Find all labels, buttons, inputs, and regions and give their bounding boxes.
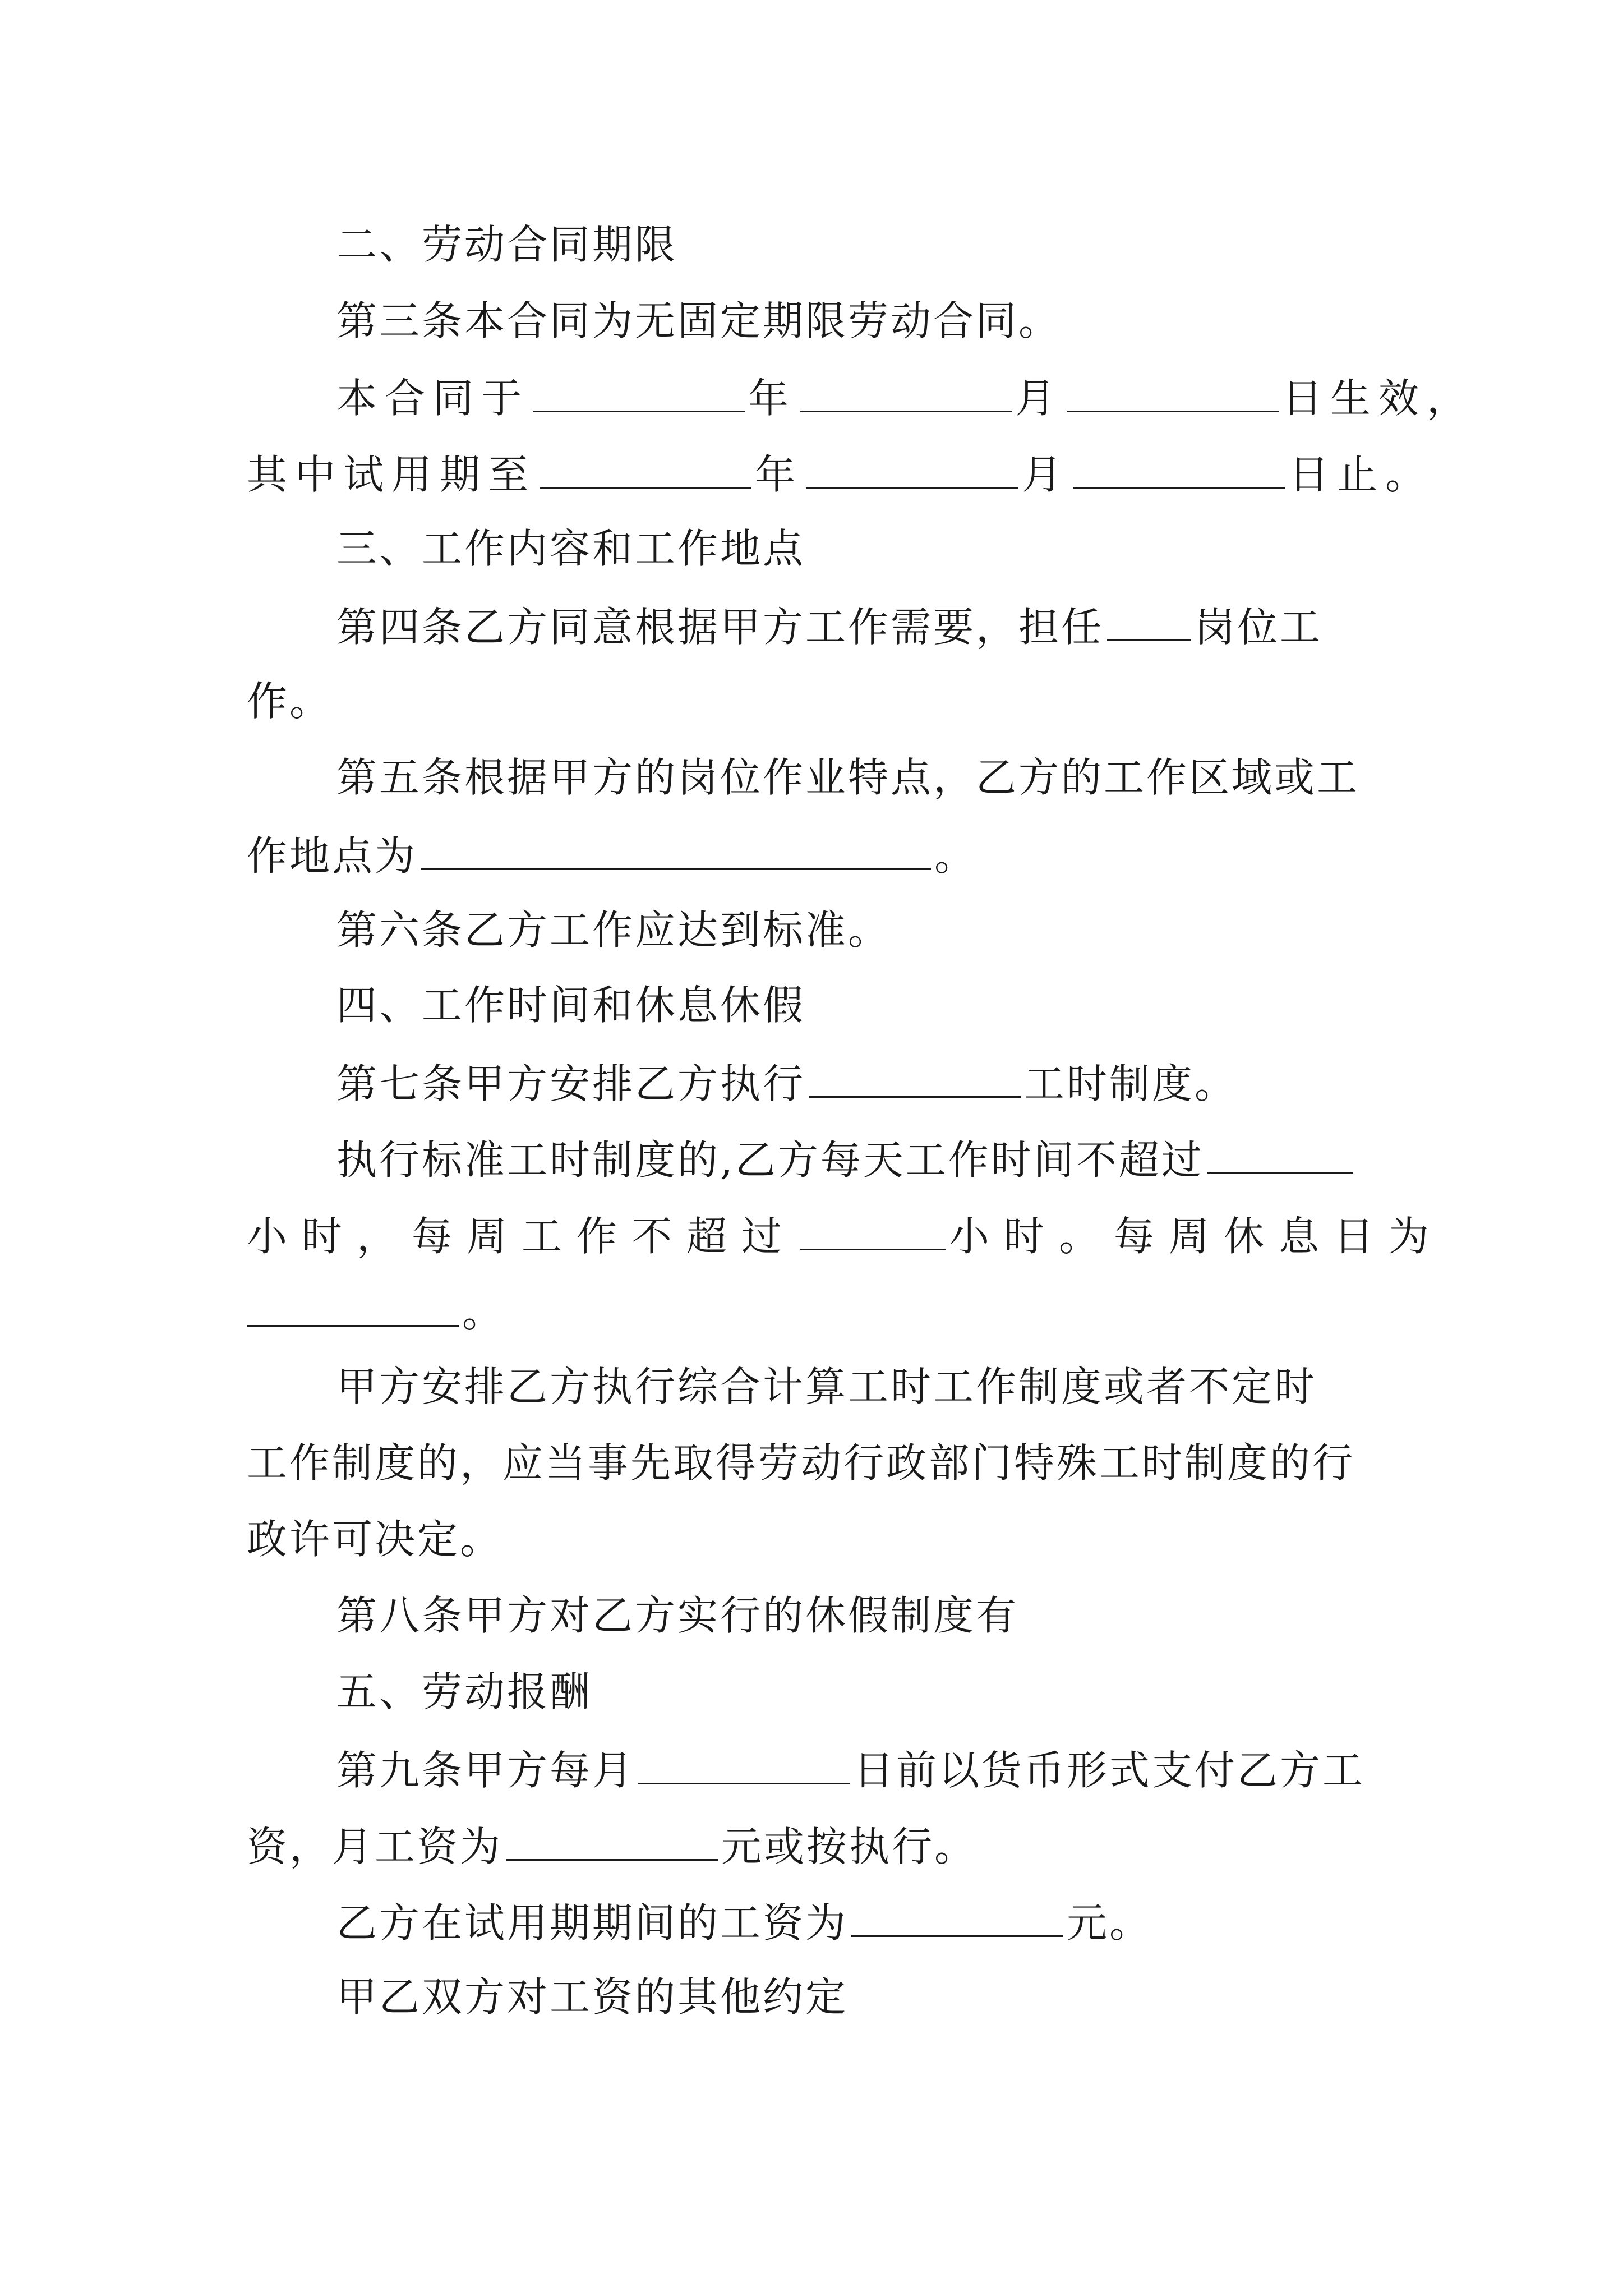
text: 本合同于: [336, 375, 530, 422]
blank-field-year[interactable]: [540, 435, 751, 489]
text: 月: [1015, 375, 1064, 422]
text: 甲乙双方对工资的其他约定: [336, 1973, 849, 2021]
blank-field-pay-day[interactable]: [638, 1731, 850, 1784]
section-heading-working-hours: [336, 968, 1481, 1042]
special-hours-paragraph: [336, 1350, 1481, 1424]
text: 四、工作时间和休息休假: [336, 982, 806, 1029]
text: 第五条根据甲方的岗位作业特点，乙方的工作区域或工: [336, 754, 1360, 801]
blank-field-probation-salary[interactable]: [851, 1884, 1063, 1937]
text: 元。: [1067, 1899, 1152, 1947]
blank-field-rest-day[interactable]: [247, 1273, 459, 1327]
special-hours-paragraph-continued: [247, 1426, 1391, 1500]
clause-9-continued: [247, 1807, 1391, 1881]
text: 元或按执行。: [721, 1823, 978, 1870]
blank-field-daily-hours[interactable]: [1207, 1121, 1353, 1174]
probation-salary-line: [336, 1884, 1481, 1958]
clause-7: [336, 1045, 1481, 1119]
text: 。: [934, 832, 978, 880]
blank-field-work-location[interactable]: [421, 817, 931, 870]
text: 第四条乙方同意根据甲方工作需要，担任: [336, 604, 1104, 651]
text: 政许可决定。: [247, 1516, 503, 1563]
text: 月: [1022, 451, 1071, 498]
clause-5: [336, 740, 1481, 815]
text: 日止。: [1289, 451, 1434, 498]
special-hours-paragraph-end: [247, 1502, 1391, 1576]
probation-date-line: [247, 435, 1434, 509]
weekly-hours-line: [247, 1197, 1444, 1271]
clause-3: [336, 284, 1481, 358]
text: 乙方在试用期期间的工资为: [336, 1899, 849, 1947]
text: 第九条甲方每月: [336, 1747, 635, 1794]
text: 年: [748, 375, 797, 422]
clause-6: [336, 893, 1481, 967]
text: 五、劳动报酬: [336, 1668, 593, 1715]
text: 岗位工: [1195, 604, 1323, 651]
blank-field-month[interactable]: [800, 359, 1012, 412]
text: 其中试用期至: [247, 451, 537, 498]
text: 第六条乙方工作应达到标准。: [336, 907, 891, 954]
text: 二、劳动合同期限: [336, 221, 678, 268]
text: 小时。每周休息日为: [949, 1213, 1444, 1260]
text: 作地点为: [247, 832, 418, 880]
effective-date-line: [336, 359, 1481, 433]
blank-field-position[interactable]: [1107, 588, 1191, 641]
text: 第三条本合同为无固定期限劳动合同。: [336, 297, 1062, 344]
text: 工作制度的，应当事先取得劳动行政部门特殊工时制度的行: [247, 1439, 1355, 1487]
text: 工时制度。: [1024, 1060, 1238, 1107]
clause-4-continued: [247, 664, 1391, 738]
text: 执行标准工时制度的,乙方每天工作时间不超过: [336, 1137, 1204, 1184]
blank-field-day[interactable]: [1067, 359, 1279, 412]
text: 年: [755, 451, 804, 498]
clause-4: [336, 588, 1481, 662]
blank-field-day[interactable]: [1073, 435, 1285, 489]
section-heading-work-content: [336, 512, 1481, 586]
blank-field-month[interactable]: [806, 435, 1018, 489]
blank-field-weekly-hours[interactable]: [800, 1197, 946, 1250]
blank-field-year[interactable]: [533, 359, 745, 412]
clause-5-continued: [247, 817, 1391, 891]
blank-field-hours-system[interactable]: [809, 1045, 1021, 1098]
text: 第八条甲方对乙方实行的休假制度有: [336, 1592, 1019, 1639]
text: 三、工作内容和工作地点: [336, 525, 806, 572]
section-heading-remuneration: [336, 1655, 1481, 1729]
text: 甲方安排乙方执行综合计算工时工作制度或者不定时: [336, 1363, 1317, 1410]
blank-field-monthly-salary[interactable]: [506, 1807, 718, 1861]
clause-9: [336, 1731, 1481, 1805]
section-heading-contract-term: [336, 208, 1481, 282]
clause-8: [336, 1579, 1481, 1653]
text: 日前以货币形式支付乙方工: [854, 1747, 1366, 1794]
text: 第七条甲方安排乙方执行: [336, 1060, 806, 1107]
other-salary-agreement: [336, 1960, 1481, 2034]
text: 资，月工资为: [247, 1823, 503, 1870]
text: 小时，每周工作不超过: [247, 1213, 797, 1260]
text: 日生效，: [1282, 375, 1476, 422]
text: 。: [462, 1289, 505, 1336]
standard-hours-line: [336, 1121, 1481, 1195]
text: 作。: [247, 678, 333, 725]
rest-day-line: [247, 1273, 1391, 1347]
